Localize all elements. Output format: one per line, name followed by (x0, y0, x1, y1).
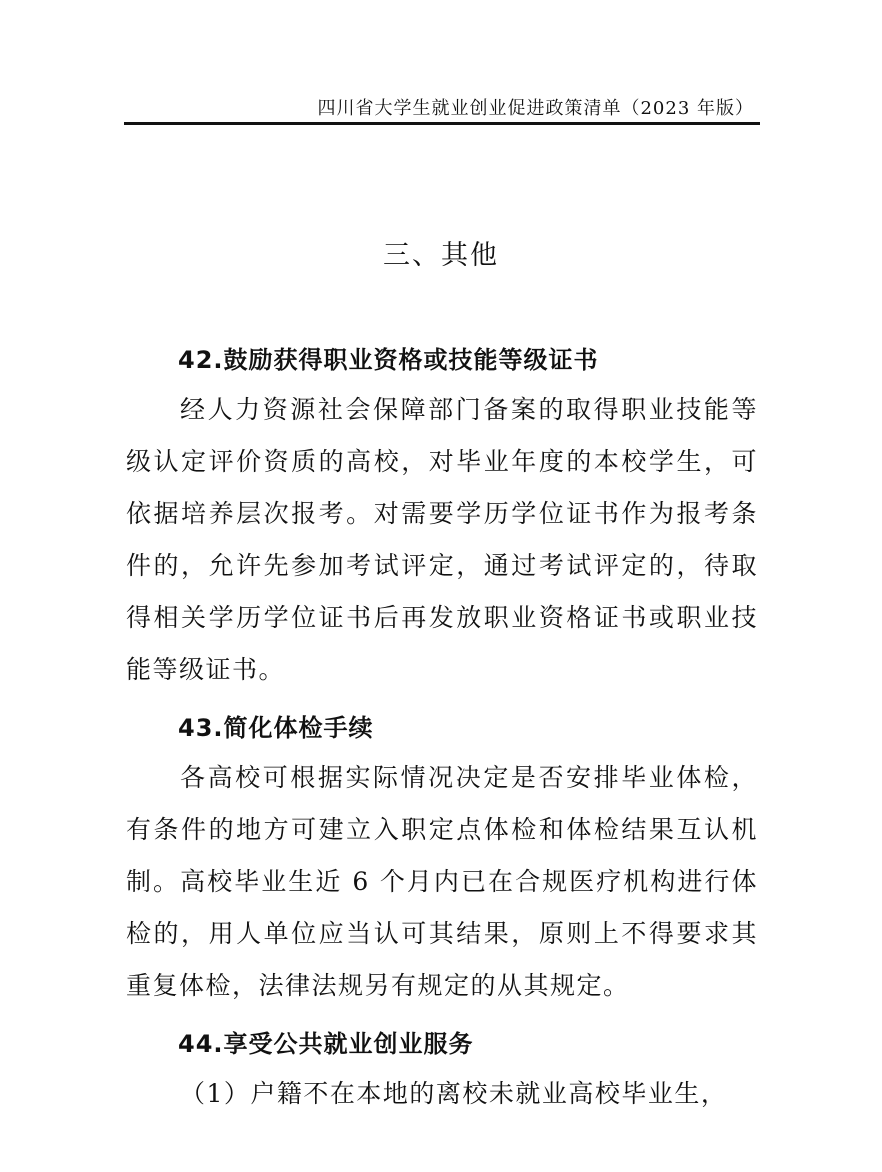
item-44-body: （1）户籍不在本地的离校未就业高校毕业生， (180, 1079, 728, 1108)
section-heading: 三、其他 (383, 240, 499, 271)
item-42-body: 经人力资源社会保障部门备案的取得职业技能等级认定评价资质的高校，对毕业年度的本校学生，可依据培养层次报考。对需要学历学位证书作为报考条件的，允许先参加考试评定，通过考试评定的，待取得相关学历学位证书后再发放职业资格证书或职业技能等级证书。 (126, 395, 758, 684)
item-43-body: 各高校可根据实际情况决定是否安排毕业体检，有条件的地方可建立入职定点体检和体检结果互认机制。高校毕业生近 6 个月内已在合规医疗机构进行体检的，用人单位应当认可其结果，原则上不得要求其重复体检，法律法规另有规定的从其规定。 (126, 763, 758, 1000)
item-43-heading: 43.简化体检手续 (178, 714, 374, 742)
running-header-title: 四川省大学生就业创业促进政策清单（2023 年版） (317, 98, 754, 119)
header-divider (124, 122, 760, 125)
item-44-heading: 44.享受公共就业创业服务 (178, 1030, 474, 1058)
item-42-heading: 42.鼓励获得职业资格或技能等级证书 (178, 346, 599, 374)
